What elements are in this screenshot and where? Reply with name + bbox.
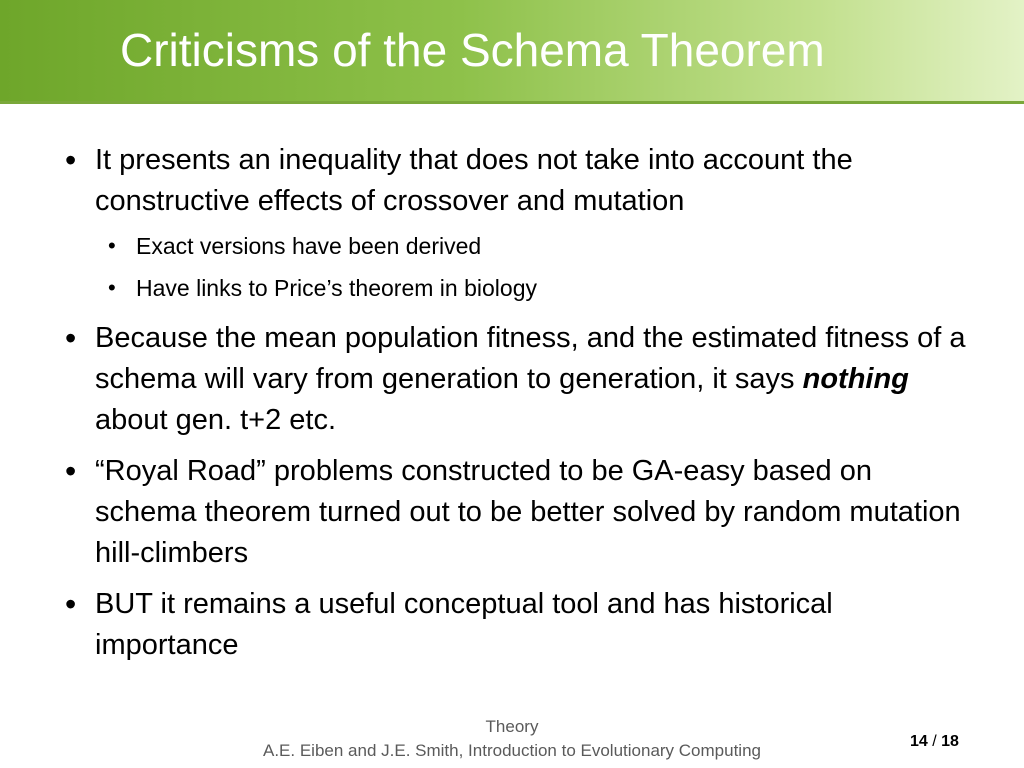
slide-title: Criticisms of the Schema Theorem bbox=[120, 24, 825, 76]
bullet-inequality: • It presents an inequality that does not take into account the constructive effects of crossover and mutation bbox=[95, 140, 975, 222]
title-bar bbox=[0, 0, 1024, 104]
bullet-mean-fitness-tail: about gen. t+2 etc. bbox=[95, 404, 337, 436]
emphasis-nothing: nothing bbox=[802, 363, 909, 395]
sub-bullet-price-theorem: • Have links to Price’s theorem in biology bbox=[136, 272, 976, 304]
page-total: 18 bbox=[941, 733, 959, 750]
slide-content bbox=[0, 140, 1024, 676]
bullet-mean-fitness bbox=[95, 318, 975, 441]
sub-bullet-exact-versions: • Exact versions have been derived bbox=[136, 230, 976, 262]
page-number bbox=[910, 733, 959, 751]
bullet-royal-road: • “Royal Road” problems constructed to be GA-easy based on schema theorem turned out to be better solved by random mutation hill-climbers bbox=[95, 451, 975, 574]
footer-book-citation: A.E. Eiben and J.E. Smith, Introduction to Evolutionary Computing bbox=[263, 741, 761, 760]
bullet-useful-tool: • BUT it remains a useful conceptual tool and has historical importance bbox=[95, 584, 975, 666]
sub-bullet-list bbox=[0, 230, 1024, 304]
bullet-mean-fitness-text: Because the mean population fitness, and the estimated fitness of a schema will vary from generation to generation, it says bbox=[95, 322, 966, 395]
page-current: 14 bbox=[910, 733, 928, 750]
footer-topic: Theory bbox=[485, 717, 539, 736]
page-separator: / bbox=[932, 733, 937, 750]
